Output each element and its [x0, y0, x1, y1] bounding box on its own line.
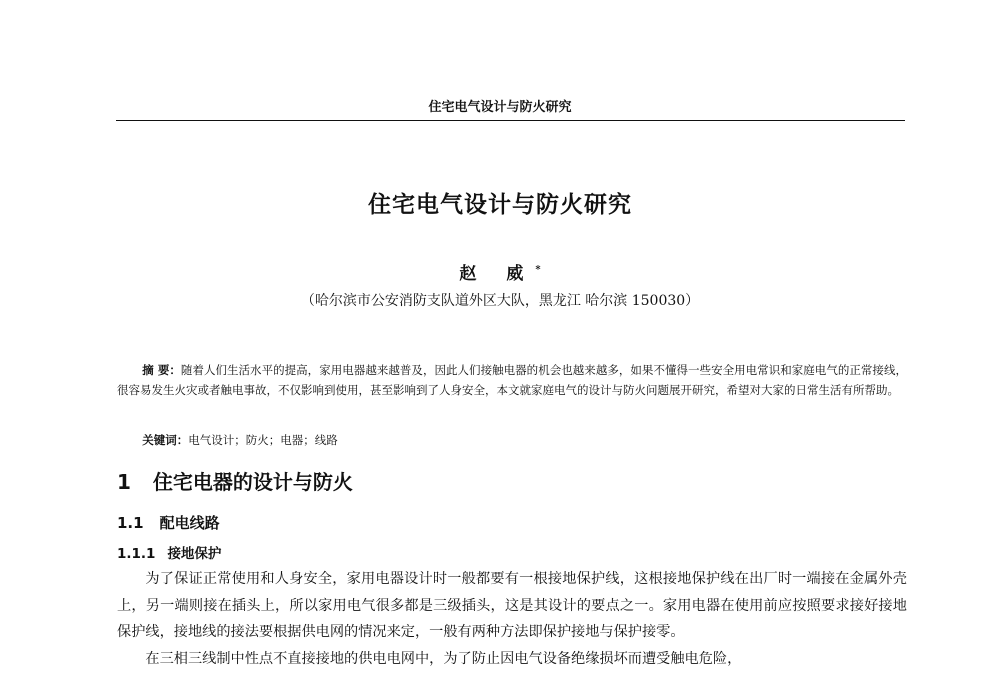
- section-heading-1-1-1: [117, 542, 221, 562]
- paragraph: 在三相三线制中性点不直接接地的供电电网中，为了防止因电气设备绝缘损坏而遭受触电危险，: [145, 650, 742, 667]
- abstract-label: 摘 要：: [142, 363, 181, 377]
- section-number: 1: [117, 470, 131, 494]
- body-text: [117, 566, 907, 672]
- author-name: 赵 威: [459, 264, 536, 284]
- paper-title: 住宅电气设计与防火研究: [368, 192, 632, 218]
- keywords-text: 电气设计；防火；电器；线路: [188, 433, 338, 447]
- section-heading-1: [117, 466, 353, 495]
- subsection-title: 配电线路: [159, 514, 220, 532]
- author: [0, 259, 1000, 284]
- keywords: [117, 430, 907, 450]
- author-footnote-mark: *: [535, 264, 541, 276]
- abstract-text: 随着人们生活水平的提高，家用电器越来越普及，因此人们接触电器的机会也越来越多，如果不懂得一些安全用电常识和家庭电气的正常接线，很容易发生火灾或者触电事故，不仅影响到使用，甚至影响到了人身安全，本文就家庭电气的设计与防火问题展开研究，希望对大家的日常生活有所帮助。: [117, 363, 907, 397]
- subsubsection-title: 接地保护: [167, 546, 222, 562]
- paragraph: 为了保证正常使用和人身安全，家用电器设计时一般都要有一根接地保护线，这根接地保护线在出厂时一端接在金属外壳上，另一端则接在插头上，所以家用电气很多都是三级插头，这是其设计的要点之一。家用电器在使用前应按照要求接好接地保护线，接地线的接法要根据供电网的情况来定，一般有两种方法即保护接地与保护接零。: [117, 571, 907, 640]
- abstract: [117, 360, 907, 400]
- running-header: 住宅电气设计与防火研究: [428, 100, 572, 115]
- section-heading-1-1: [117, 512, 220, 533]
- keywords-label: 关键词：: [142, 433, 189, 447]
- affiliation: （哈尔滨市公安消防支队道外区大队，黑龙江 哈尔滨 150030）: [300, 293, 700, 309]
- header-rule: [116, 120, 905, 121]
- subsection-number: 1.1: [117, 514, 144, 532]
- section-title: 住宅电器的设计与防火: [152, 470, 353, 494]
- subsubsection-number: 1.1.1: [117, 546, 156, 562]
